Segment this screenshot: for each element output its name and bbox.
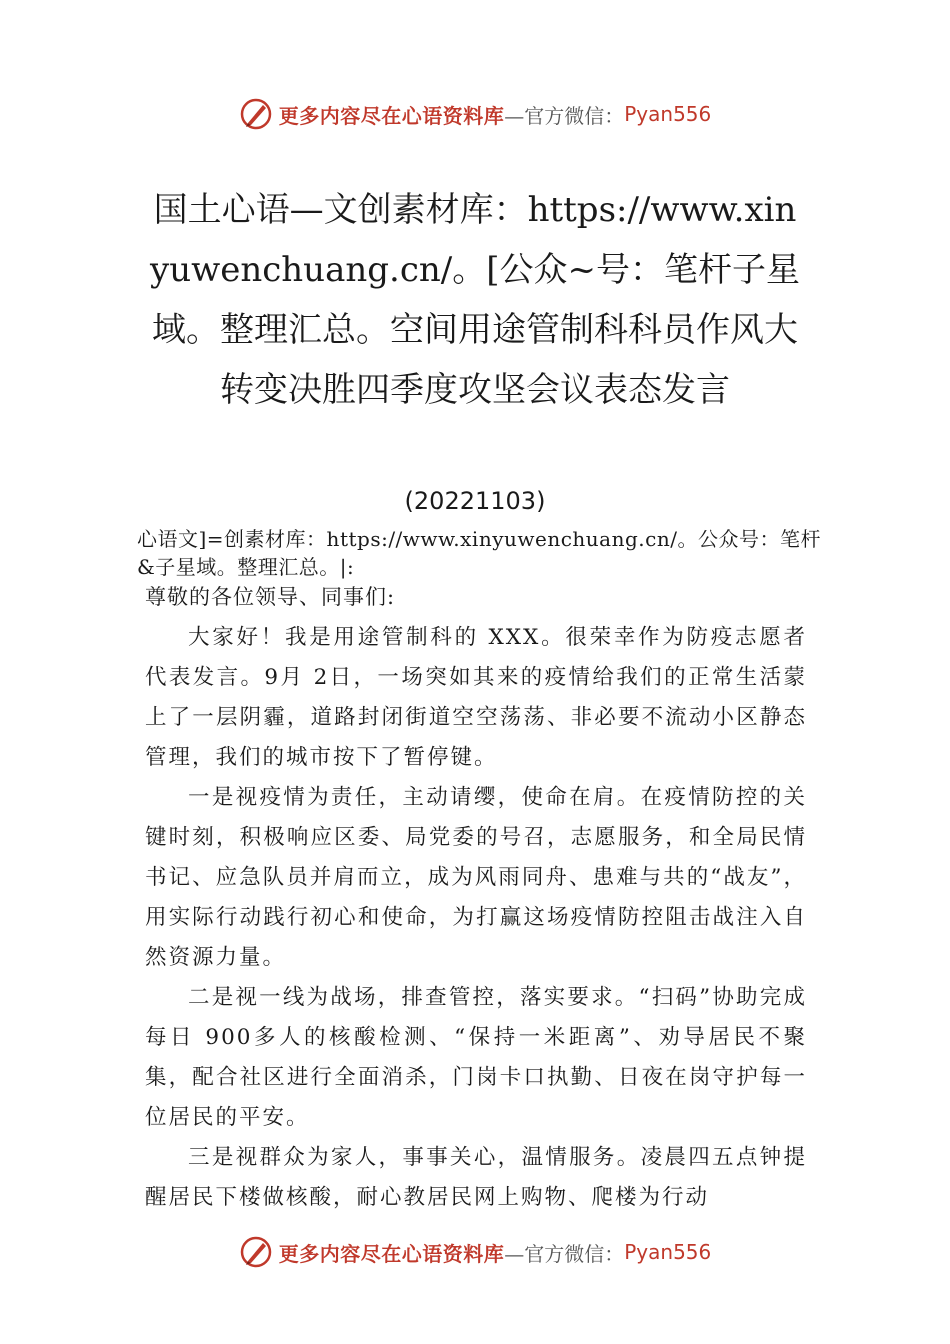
pen-logo-icon [239, 97, 273, 131]
document-title: 国土心语—文创素材库：https://www.xinyuwenchuang.cn/。[公众~号：笔杆子星域。整理汇总。空间用途管制科科员作风大转变决胜四季度攻坚会议表态发言 [150, 190, 800, 410]
header-banner [0, 94, 950, 134]
banner-wechat-id: Pyan556 [624, 102, 712, 126]
pen-logo-icon [239, 1235, 273, 1269]
speech-body [145, 618, 807, 1218]
paragraph: 三是视群众为家人，事事关心，温情服务。凌晨四五点钟提醒居民下楼做核酸，耐心教居民网上购物、爬楼为行动 [145, 1145, 807, 1210]
source-line: 心语文]=创素材库：https://www.xinyuwenchuang.cn/。公众号：笔杆&子星域。整理汇总。|: [137, 527, 821, 579]
banner-separator-text: —官方微信： [504, 103, 625, 128]
document-date: (20221103) [404, 487, 546, 515]
banner-main-text: 更多内容尽在心语资料库 [278, 1241, 505, 1266]
banner-main-text: 更多内容尽在心语资料库 [278, 103, 505, 128]
paragraph: 二是视一线为战场，排查管控，落实要求。“扫码”协助完成每日 900多人的核酸检测、“保持一米距离”、劝导居民不聚集，配合社区进行全面消杀，门岗卡口执勤、日夜在岗守护每一位居民的平安。 [145, 985, 807, 1130]
paragraph: 一是视疫情为责任，主动请缨，使命在肩。在疫情防控的关键时刻，积极响应区委、局党委的号召，志愿服务，和全局民情书记、应急队员并肩而立，成为风雨同舟、患难与共的“战友”，用实际行动践行初心和使命，为打赢这场疫情防控阻击战注入自然资源力量。 [145, 785, 807, 970]
banner-wechat-id: Pyan556 [624, 1240, 712, 1264]
footer-banner [0, 1232, 950, 1272]
banner-separator-text: —官方微信： [504, 1241, 625, 1266]
paragraph: 大家好！我是用途管制科的 XXX。很荣幸作为防疫志愿者代表发言。9月 2日，一场突如其来的疫情给我们的正常生活蒙上了一层阴霾，道路封闭街道空空荡荡、非必要不流动小区静态管理，我们的城市按下了暂停键。 [145, 625, 807, 770]
salutation: 尊敬的各位领导、同事们: [145, 585, 396, 609]
